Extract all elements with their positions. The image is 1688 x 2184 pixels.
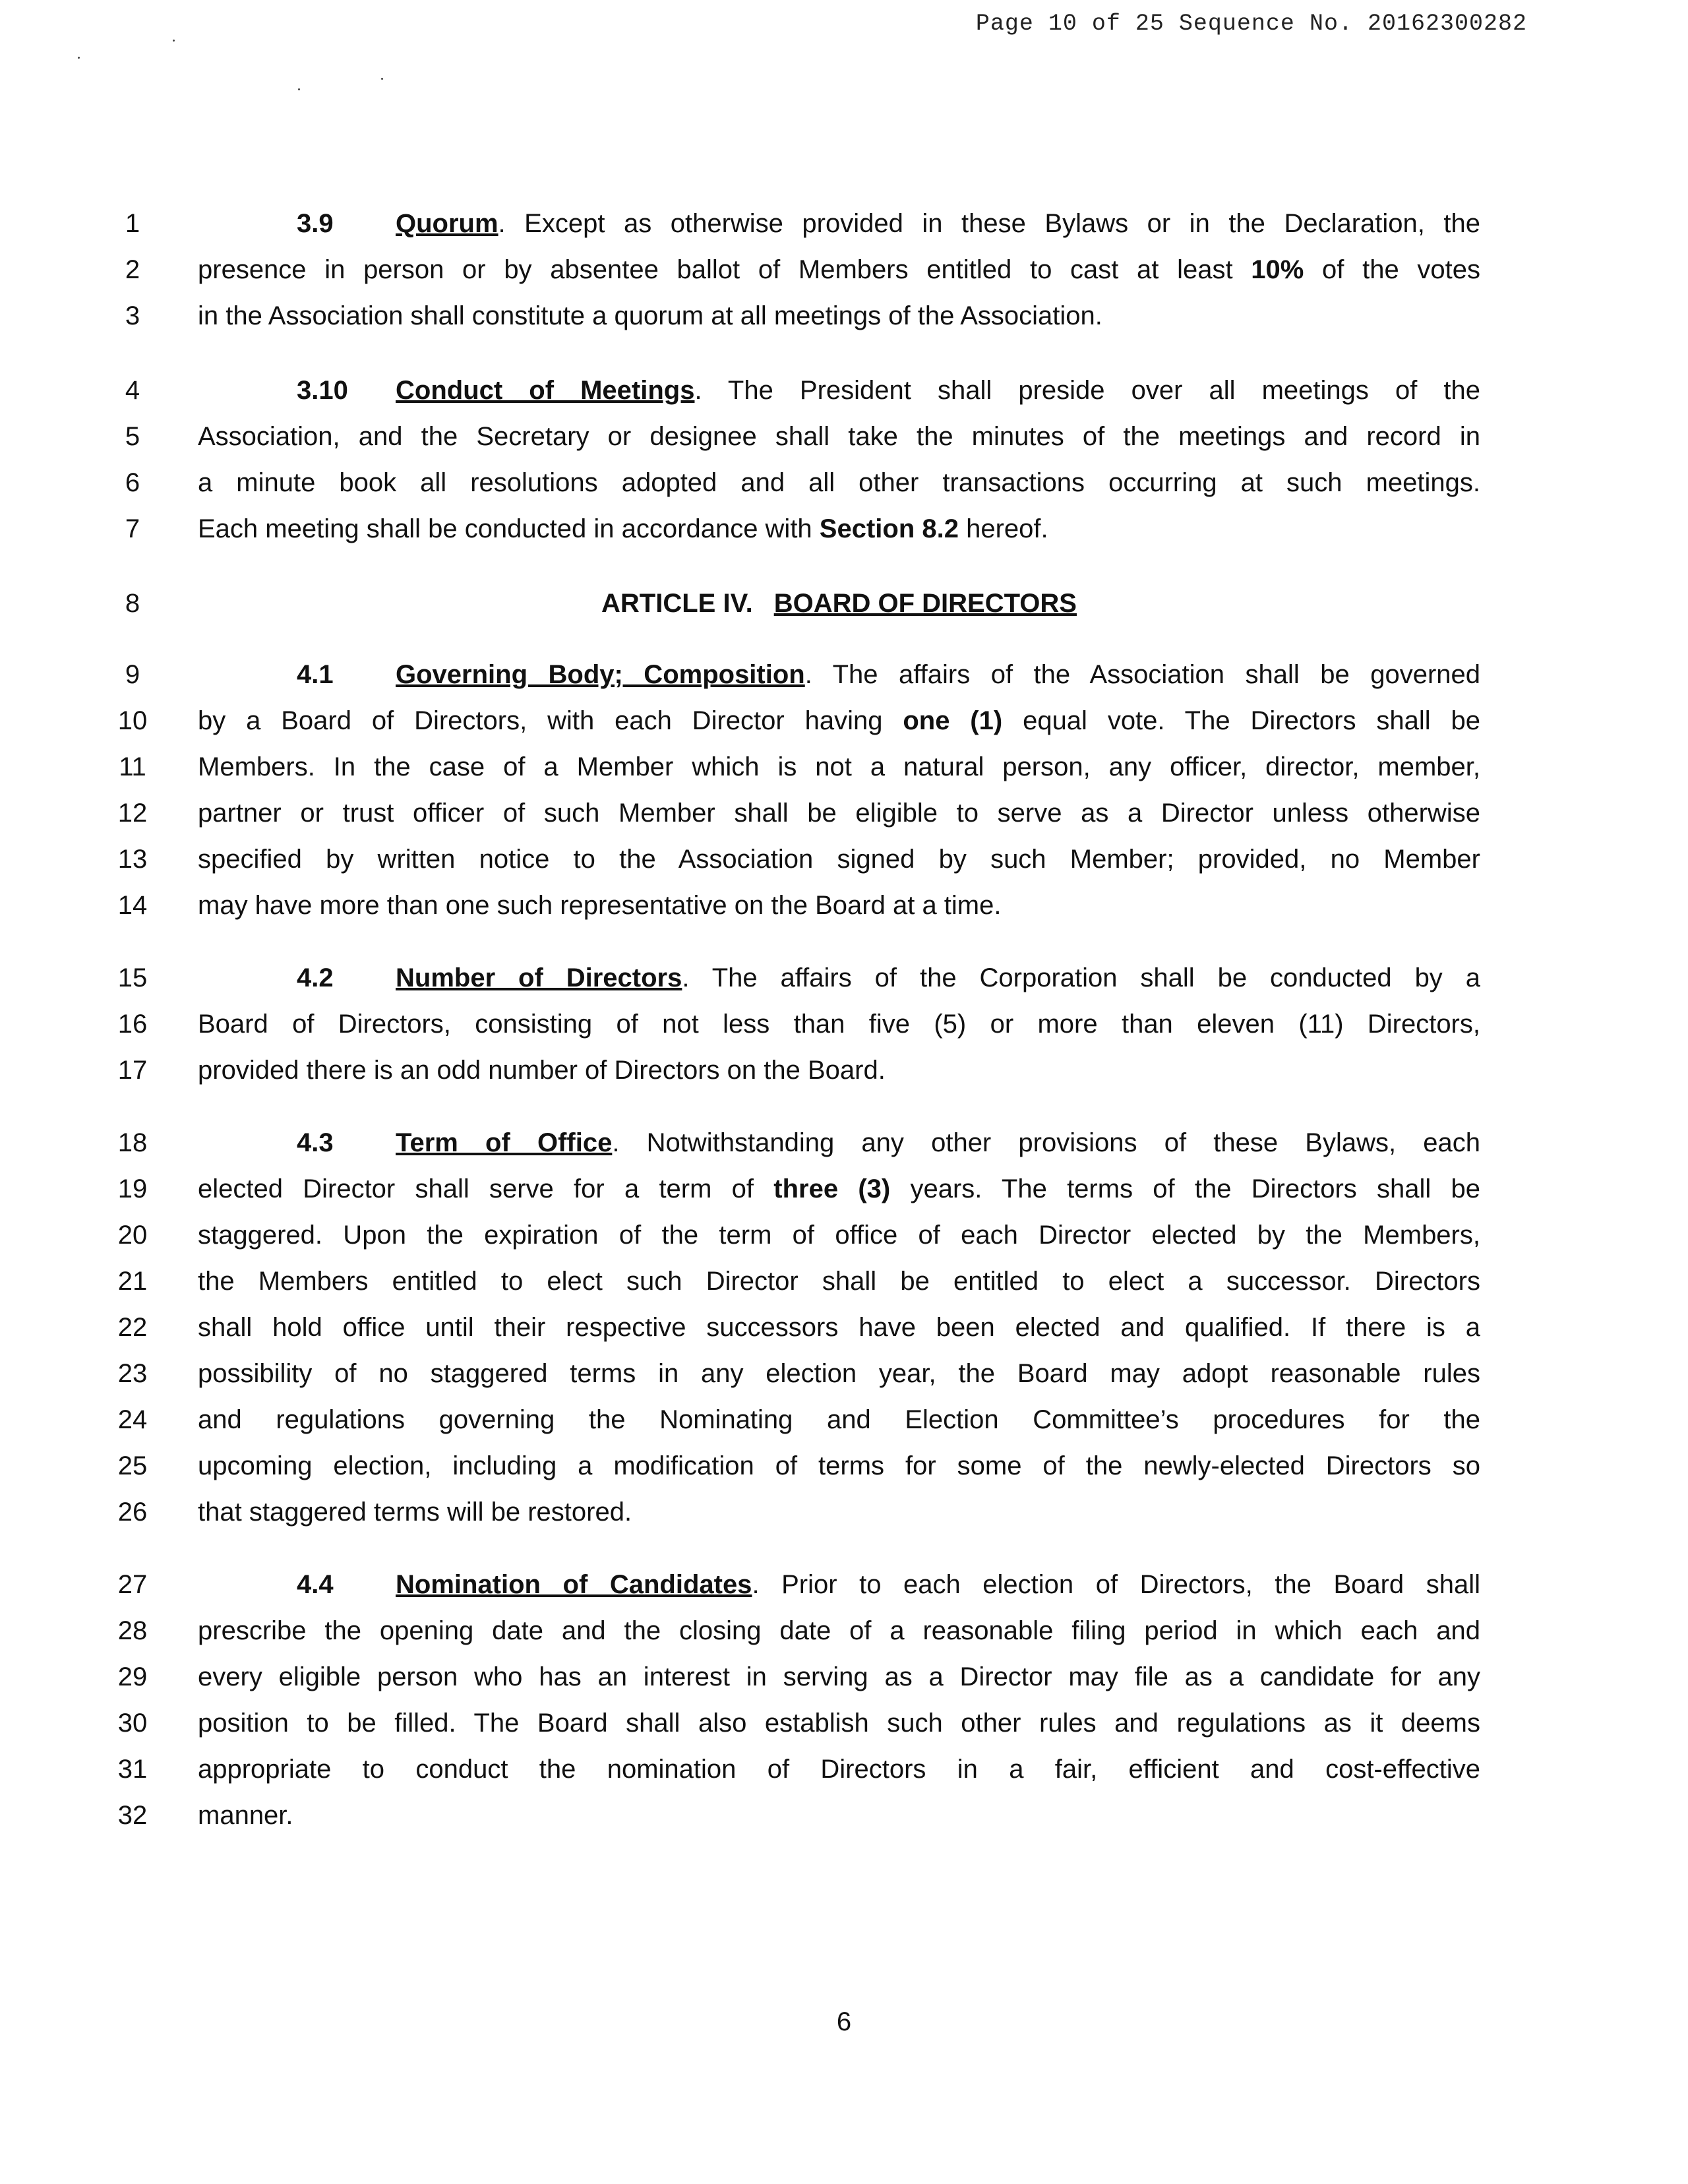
- line: [0, 1746, 1688, 1792]
- line-text: a minute book all resolutions adopted and all other transactions occurring at such meetings.: [198, 468, 1480, 497]
- line-number: 14: [117, 891, 148, 920]
- line-number: 22: [117, 1313, 148, 1342]
- line: [0, 1397, 1688, 1443]
- line: [0, 1212, 1688, 1258]
- article-heading: [198, 580, 1480, 626]
- line: [0, 367, 1688, 413]
- article-heading-line: [0, 580, 1688, 626]
- line-text: 4.4 Nomination of Candidates. Prior to each election of Directors, the Board shall: [198, 1562, 1480, 1608]
- line-number: 28: [117, 1616, 148, 1645]
- line: [0, 1443, 1688, 1489]
- line-text: specified by written notice to the Association signed by such Member; provided, no Member: [198, 845, 1480, 874]
- line-text: upcoming election, including a modification of terms for some of the newly-elected Directors so: [198, 1451, 1480, 1480]
- line: [0, 1792, 1688, 1838]
- line-number: 25: [117, 1451, 148, 1480]
- line-text: provided there is an odd number of Directors on the Board.: [198, 1056, 886, 1085]
- section-number: 4.3: [297, 1128, 334, 1157]
- section-title: Governing Body; Composition: [396, 660, 805, 689]
- line-text: staggered. Upon the expiration of the term of office of each Director elected by the Members,: [198, 1221, 1480, 1250]
- scan-speck: [298, 88, 300, 90]
- line-number: 8: [125, 589, 140, 618]
- line-text: possibility of no staggered terms in any election year, the Board may adopt reasonable rules: [198, 1359, 1480, 1388]
- line: [0, 882, 1688, 928]
- line-number: 18: [117, 1128, 148, 1157]
- line-number: 32: [117, 1801, 148, 1830]
- line-number: 4: [125, 376, 140, 405]
- line: [0, 413, 1688, 460]
- section-4-3: [0, 1120, 1688, 1535]
- line-text: the Members entitled to elect such Director shall be entitled to elect a successor. Directors: [198, 1267, 1480, 1296]
- line-number: 5: [125, 422, 140, 451]
- line-number: 24: [117, 1405, 148, 1434]
- section-number: 4.2: [297, 963, 334, 992]
- line-text: Board of Directors, consisting of not less than five (5) or more than eleven (11) Directors,: [198, 1010, 1480, 1039]
- line-number: 16: [117, 1010, 148, 1039]
- line: [0, 836, 1688, 882]
- line-text: every eligible person who has an interest in serving as a Director may file as a candidate for any: [198, 1662, 1480, 1691]
- line-number: 21: [117, 1267, 148, 1296]
- line-number: 29: [117, 1662, 148, 1691]
- line: [0, 1562, 1688, 1608]
- line: [0, 1350, 1688, 1397]
- line-text: shall hold office until their respective successors have been elected and qualified. If there is a: [198, 1313, 1480, 1342]
- line-number: 12: [117, 799, 148, 828]
- line: [0, 955, 1688, 1001]
- line: [0, 506, 1688, 552]
- line-text: prescribe the opening date and the closing date of a reasonable filing period in which each and: [198, 1616, 1480, 1645]
- line: [0, 744, 1688, 790]
- line: [0, 1654, 1688, 1700]
- line: [0, 460, 1688, 506]
- section-3-9: [0, 200, 1688, 339]
- line-number: 10: [117, 706, 148, 735]
- section-3-10: [0, 367, 1688, 552]
- line-text: appropriate to conduct the nomination of Directors in a fair, efficient and cost-effective: [198, 1755, 1480, 1784]
- section-number: 3.9: [297, 209, 334, 238]
- line: [0, 1304, 1688, 1350]
- line-number: 31: [117, 1755, 148, 1784]
- line: [0, 1608, 1688, 1654]
- line-text: that staggered terms will be restored.: [198, 1498, 632, 1527]
- section-4-1: [0, 652, 1688, 928]
- line-text: 4.3 Term of Office. Notwithstanding any other provisions of these Bylaws, each: [198, 1120, 1480, 1166]
- line-text: 3.10 Conduct of Meetings. The President shall preside over all meetings of the: [198, 367, 1480, 413]
- article-title: BOARD OF DIRECTORS: [773, 589, 1077, 618]
- line-number: 11: [119, 752, 146, 781]
- section-title: Number of Directors: [396, 963, 682, 992]
- line-text: by a Board of Directors, with each Director having one (1) equal vote. The Directors shall be: [198, 706, 1480, 735]
- line-text: Members. In the case of a Member which is not a natural person, any officer, director, member,: [198, 752, 1480, 781]
- line-text: 3.9 Quorum. Except as otherwise provided in these Bylaws or in the Declaration, the: [198, 200, 1480, 247]
- line-text: Each meeting shall be conducted in accordance with Section 8.2 hereof.: [198, 514, 1048, 543]
- line: [0, 1120, 1688, 1166]
- line: [0, 1700, 1688, 1746]
- line: [0, 790, 1688, 836]
- line: [0, 1489, 1688, 1535]
- scan-speck: [173, 40, 175, 42]
- line-text: may have more than one such representative on the Board at a time.: [198, 891, 1002, 920]
- line-text: 4.1 Governing Body; Composition. The affairs of the Association shall be governed: [198, 652, 1480, 698]
- line-number: 9: [125, 660, 140, 689]
- section-4-4: [0, 1562, 1688, 1838]
- section-title: Quorum: [396, 209, 498, 238]
- line-number: 7: [125, 514, 140, 543]
- line-number: 23: [117, 1359, 148, 1388]
- document-body: [0, 200, 1688, 1838]
- line: [0, 652, 1688, 698]
- section-title: Nomination of Candidates: [396, 1570, 752, 1599]
- line: [0, 698, 1688, 744]
- line-number: 30: [117, 1709, 148, 1738]
- section-number: 4.1: [297, 660, 334, 689]
- line-number: 2: [125, 255, 140, 284]
- line: [0, 200, 1688, 247]
- section-number: 4.4: [297, 1570, 334, 1599]
- line-number: 1: [125, 209, 140, 238]
- line: [0, 1001, 1688, 1047]
- section-title: Conduct of Meetings: [396, 376, 695, 405]
- line: [0, 1166, 1688, 1212]
- line-text: presence in person or by absentee ballot of Members entitled to cast at least 10% of the votes: [198, 255, 1480, 284]
- line: [0, 1258, 1688, 1304]
- line-text: manner.: [198, 1801, 293, 1830]
- section-title: Term of Office: [396, 1128, 613, 1157]
- page-sequence-header: Page 10 of 25 Sequence No. 20162300282: [975, 11, 1527, 37]
- line-number: 6: [125, 468, 140, 497]
- line-text: 4.2 Number of Directors. The affairs of the Corporation shall be conducted by a: [198, 955, 1480, 1001]
- line-number: 17: [117, 1056, 148, 1085]
- line-number: 13: [117, 845, 148, 874]
- line-text: and regulations governing the Nominating and Election Committee’s procedures for the: [198, 1405, 1480, 1434]
- section-4-2: [0, 955, 1688, 1093]
- line: [0, 247, 1688, 293]
- article-number: ARTICLE IV.: [601, 589, 753, 618]
- line: [0, 293, 1688, 339]
- line-number: 15: [117, 963, 148, 992]
- line-text: in the Association shall constitute a quorum at all meetings of the Association.: [198, 301, 1102, 330]
- section-number: 3.10: [297, 376, 348, 405]
- line-number: 26: [117, 1498, 148, 1527]
- scan-speck: [78, 57, 80, 59]
- line: [0, 1047, 1688, 1093]
- line-number: 27: [117, 1570, 148, 1599]
- line-number: 3: [125, 301, 140, 330]
- line-number: 19: [117, 1174, 148, 1203]
- line-text: elected Director shall serve for a term of three (3) years. The terms of the Directors shall be: [198, 1174, 1480, 1203]
- line-text: partner or trust officer of such Member shall be eligible to serve as a Director unless otherwise: [198, 799, 1480, 828]
- page-number: 6: [836, 2007, 852, 2036]
- line-text: Association, and the Secretary or designee shall take the minutes of the meetings and record in: [198, 422, 1480, 451]
- line-text: position to be filled. The Board shall also establish such other rules and regulations as it deems: [198, 1709, 1480, 1738]
- line-number: 20: [117, 1221, 148, 1250]
- scan-speck: [381, 78, 383, 80]
